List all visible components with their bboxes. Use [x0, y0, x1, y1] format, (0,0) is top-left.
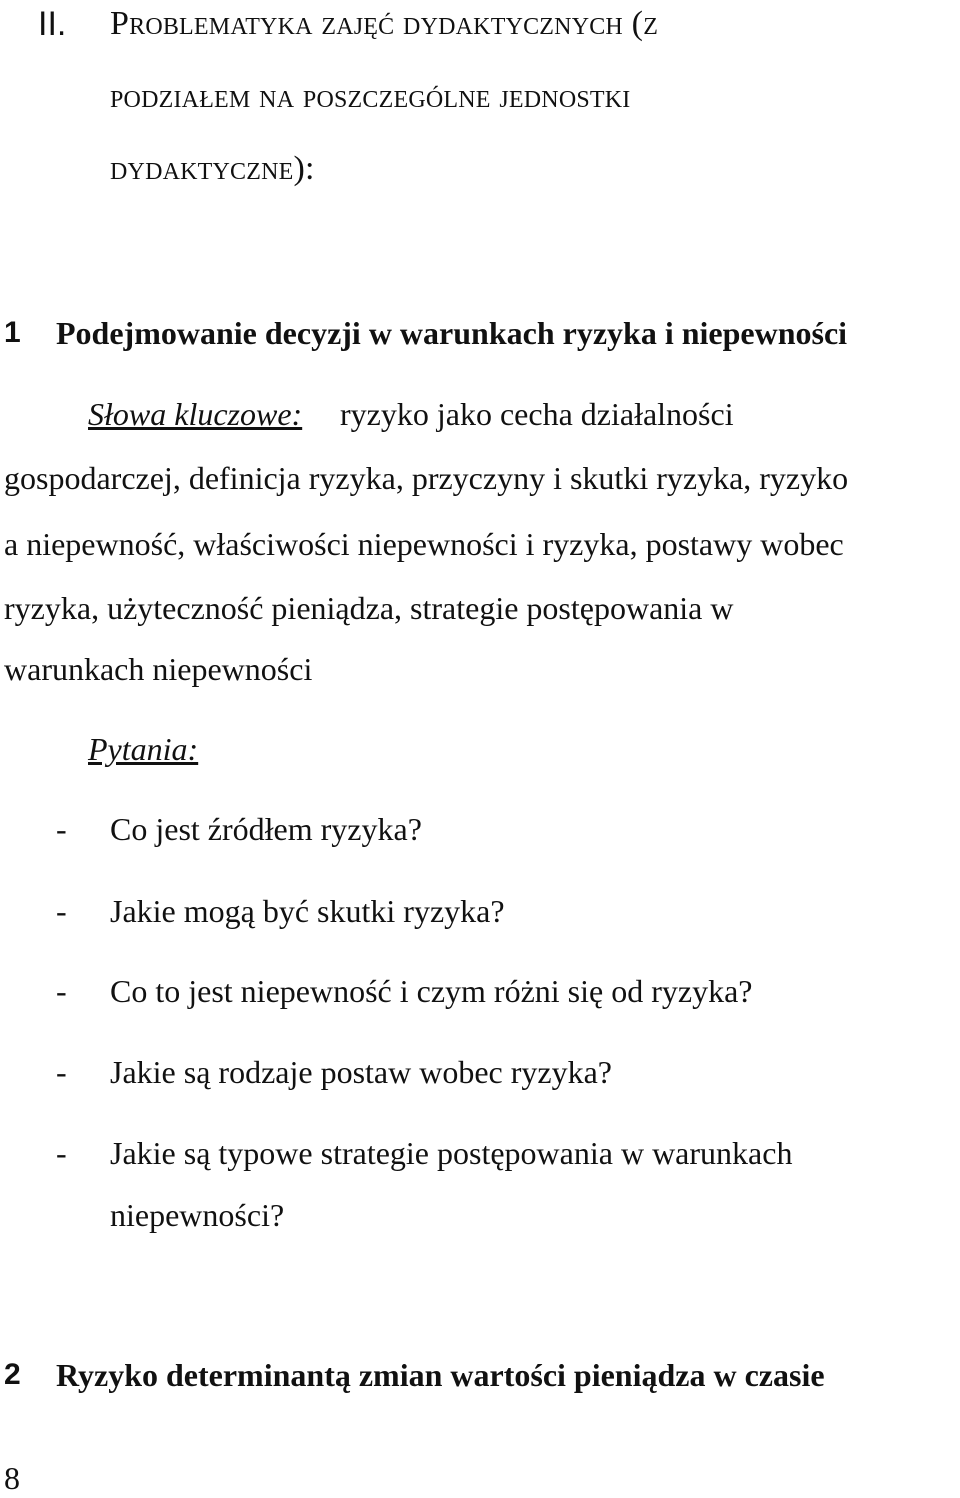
keywords-line-3: a niepewność, właściwości niepewności i ryzyka, postawy wobec — [4, 526, 844, 562]
keywords-line-1: ryzyko jako cecha działalności — [340, 396, 734, 432]
keywords-label: Słowa kluczowe: — [88, 396, 303, 432]
keywords-line-5: warunkach niepewności — [4, 651, 313, 687]
keywords-line-4: ryzyka, użyteczność pieniądza, strategie postępowania w — [4, 590, 734, 626]
question-bullet: - — [56, 973, 67, 1009]
question-bullet: - — [56, 1135, 67, 1171]
section-1-number: 1 — [4, 316, 21, 349]
question-item: Co jest źródłem ryzyka? — [110, 811, 422, 847]
section-1-title: Podejmowanie decyzji w warunkach ryzyka i niepewności — [56, 315, 848, 351]
question-item-continuation: niepewności? — [110, 1197, 285, 1233]
question-bullet: - — [56, 1054, 67, 1090]
chapter-title-line-2: podziałem na poszczególne jednostki — [110, 78, 631, 115]
section-2-title: Ryzyko determinantą zmian wartości pieniądza w czasie — [56, 1357, 825, 1393]
page-number: 8 — [4, 1460, 20, 1496]
question-bullet: - — [56, 811, 67, 847]
chapter-title-line-3: dydaktyczne): — [110, 150, 315, 187]
question-item: Jakie są typowe strategie postępowania w warunkach — [110, 1135, 793, 1171]
chapter-number: II. — [38, 5, 67, 43]
question-item: Jakie mogą być skutki ryzyka? — [110, 893, 505, 929]
section-2-number: 2 — [4, 1358, 21, 1391]
keywords-line-2: gospodarczej, definicja ryzyka, przyczyny i skutki ryzyka, ryzyko — [4, 460, 849, 496]
question-item: Co to jest niepewność i czym różni się od ryzyka? — [110, 973, 753, 1009]
chapter-title-line-1: Problematyka zajęć dydaktycznych (z — [110, 5, 659, 42]
questions-label: Pytania: — [88, 731, 199, 767]
question-bullet: - — [56, 893, 67, 929]
question-item: Jakie są rodzaje postaw wobec ryzyka? — [110, 1054, 612, 1090]
